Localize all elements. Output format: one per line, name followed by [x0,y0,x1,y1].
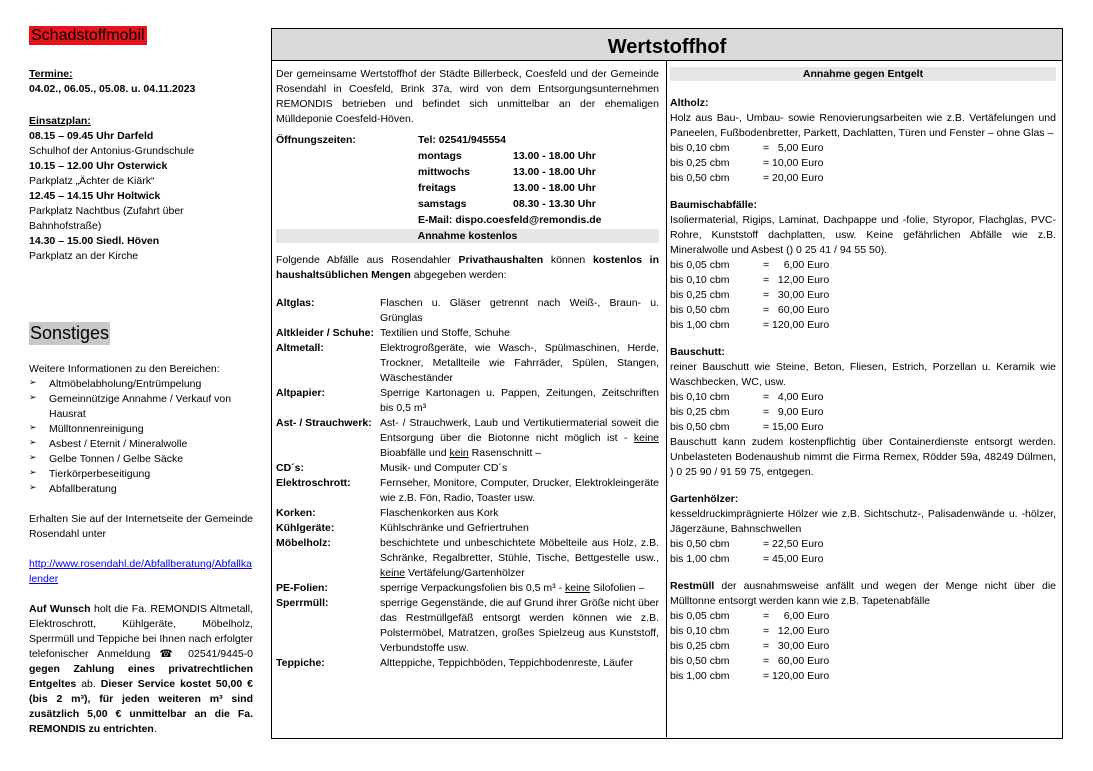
telephone-icon: ☎ [159,647,179,660]
stop-time: 10.15 – 12.00 Uhr Osterwick [29,160,168,173]
schadstoffmobil-title: Schadstoffmobil [31,27,145,44]
table-row: Korken: Flaschenkorken aus Kork [276,507,499,519]
opening-hours [276,132,602,228]
hours-time: 13.00 - 18.00 Uhr [513,166,596,178]
table-row: Möbelholz: beschichtete und unbeschichtete Möbelteile aus Holz, z.B. Schränke, Regalbretter, Stühle, Tische, Bettgestelle usw., keine Vertäfelung/Gartenhölzer [276,537,659,579]
stop-time: 12.45 – 14.15 Uhr Holtwick [29,190,161,203]
price-table: bis 0,50 cbm = 22,50 Euro bis 1,00 cbm = 45,00 Euro [670,538,824,565]
hours-time: 08.30 - 13.30 Uhr [513,198,596,210]
price-table: bis 0,05 cbm = 6,00 Euro bis 0,10 cbm = 12,00 Euro bis 0,25 cbm = 30,00 Euro bis 0,50 cbm = 60,00 Euro bis 1,00 cbm = 120,00 Euro [670,259,830,331]
info-intro: Weitere Informationen zu den Bereichen: [29,362,220,375]
stop-place: Parkplatz „Ächter de Kiärk“ [29,175,155,188]
price-table: bis 0,05 cbm = 6,00 Euro bis 0,10 cbm = 12,00 Euro bis 0,25 cbm = 30,00 Euro bis 0,50 cbm = 60,00 Euro bis 1,00 cbm = 120,00 Euro [670,610,830,682]
list-item: ➢ Abfallberatung [29,482,253,497]
abfallkalender-link[interactable]: http://www.rosendahl.de/Abfallberatung/Abfallkalender [29,557,252,585]
price-table: bis 0,10 cbm = 4,00 Euro bis 0,25 cbm = 9,00 Euro bis 0,50 cbm = 15,00 Euro [670,391,824,433]
hours-day: samstags [418,198,467,210]
paid-header: Annahme gegen Entgelt [670,67,1056,81]
paid-section-bauschutt: Bauschutt: reiner Bauschutt wie Steine, Beton, Fliesen, Estrich, Porzellan u. Keramik wie Waschbecken, WC, usw. bis 0,10 cbm = 4,00 Euro bis 0,25 cbm = 9,00 Euro bis 0,50 cbm = 15,00 Euro Bauschutt kann zudem kostenpflichtig über Containerdienste entsorgt werden. Unbelasteten Bodenaushub nimmt die Firma Remex, Rödder 59a, 48249 Dülmen, ) 0 25 90 / 91 59 75, entgegen. [670,346,1056,478]
stop-place: Schulhof der Antonius-Grundschule [29,145,195,158]
info-list [29,377,253,497]
hours-day: freitags [418,182,456,194]
intro-text: Der gemeinsame Wertstoffhof der Städte Billerbeck, Coesfeld und der Gemeinde Rosendahl in Coesfeld, Brink 37a, wird von dem Entsorgungsunternehmen REMONDIS betrieben und befindet sich unmittelbar an der ehemaligen Mülldeponie Coesfeld-Höven. [276,68,659,125]
table-row: Sperrmüll: sperrige Gegenstände, die auf Grund ihrer Größe nicht über das Restmüllgefäß entsorgt werden können wie z.B. Polstermöbel, Matratzen, großes Spielzeug aus Kunststoff, Verbundstoffe usw. [276,597,659,654]
stop-time: 14.30 – 15.00 Siedl. Höven [29,235,160,248]
paid-column [670,67,1056,684]
table-row: Teppiche: Altteppiche, Teppichböden, Teppichbodenreste, Läufer [276,657,633,669]
table-row: PE-Folien: sperrige Verpackungsfolien bis 0,5 m³ - keine Silofolien – [276,582,645,594]
table-row: Kühlgeräte: Kühlschränke und Gefriertruhen [276,522,529,534]
table-row: Altglas: Flaschen u. Gläser getrennt nach Weiß-, Braun- u. Grünglas [276,297,659,324]
table-row: Altkleider / Schuhe: Textilien und Stoffe, Schuhe [276,327,510,339]
free-header: Annahme kostenlos [276,229,659,243]
stop-place: Parkplatz Nachtbus (Zufahrt über Bahnhofstraße) [29,205,184,233]
wunsch-paragraph: Auf Wunsch holt die Fa. REMONDIS Altmetall, Elektroschrott, Kühlgeräte, Möbelholz, Sperrmüll und Teppiche bei Ihnen nach erfolgter telefonischer Anmeldung ☎ 02541/9445-0 gegen Zahlung eines privatrechtlichen Entgeltes ab. Dieser Service kostet 50,00 € (bis 2 m³), für jeden weiteren m³ sind zusätzlich 5,00 € unmittelbar an die Fa. REMONDIS zu entrichten. [29,602,253,735]
termine-dates: 04.02., 06.05., 05.08. u. 04.11.2023 [29,83,196,96]
phone-number: Tel: 02541/945554 [418,134,506,146]
hours-day: mittwochs [418,166,470,178]
hours-time: 13.00 - 18.00 Uhr [513,150,596,162]
wertstoffhof-title: Wertstoffhof [272,29,1062,61]
list-item: ➢ Asbest / Eternit / Mineralwolle [29,437,253,452]
table-row: Elektroschrott: Fernseher, Monitore, Computer, Drucker, Elektrokleingeräte wie z.B. Fön, Radio, Toaster usw. [276,477,659,504]
free-intro: Folgende Abfälle aus Rosendahler Privathaushalten können kostenlos in haushaltsüblichen Mengen abgegeben werden: [276,254,659,281]
list-item: ➢ Tierkörperbeseitigung [29,467,253,482]
schadstoffmobil-column [29,26,253,737]
free-items-table [276,296,659,671]
website-text: Erhalten Sie auf der Internetseite der Gemeinde Rosendahl unter [29,512,253,540]
table-row: Ast- / Strauchwerk: Ast- / Strauchwerk, Laub und Vertikutiermaterial soweit die Entsorgung über die Biotonne nicht möglich ist - keine Bioabfälle und kein Rasenschnitt – [276,417,659,459]
einsatzplan-label: Einsatzplan: [29,115,91,128]
email-address: E-Mail: dispo.coesfeld@remondis.de [418,214,602,226]
list-item: ➢ Gemeinnützige Annahme / Verkauf von Hausrat [29,392,253,422]
sonstiges-title: Sonstiges [30,323,110,344]
table-row: Altmetall: Elektrogroßgeräte, wie Wasch-, Spülmaschinen, Herde, Trockner, Metallteile wie Fahrräder, Spülen, Stangen, Wäscheständer [276,342,659,384]
hours-label: Öffnungszeiten: [276,134,356,146]
wertstoffhof-box [271,28,1063,739]
hours-day: montags [418,150,462,162]
paid-section-restmuell: Restmüll der ausnahmsweise anfällt und wegen der Menge nicht über die Mülltonne entsorgt werden kann wie z.B. Tapetenabfälle bis 0,05 cbm = 6,00 Euro bis 0,10 cbm = 12,00 Euro bis 0,25 cbm = 30,00 Euro bis 0,50 cbm = 60,00 Euro bis 1,00 cbm = 120,00 Euro [670,580,1056,682]
stop-time: 08.15 – 09.45 Uhr Darfeld [29,130,154,143]
paid-section-altholz: Altholz: Holz aus Bau-, Umbau- sowie Renovierungsarbeiten wie z.B. Vertäfelungen und Paneelen, Fußbodenbretter, Parkett, Dachlatten, Türen und Fenster – ohne Glas – bis 0,10 cbm = 5,00 Euro bis 0,25 cbm = 10,00 Euro bis 0,50 cbm = 20,00 Euro [670,97,1056,184]
list-item: ➢ Gelbe Tonnen / Gelbe Säcke [29,452,253,467]
stop-place: Parkplatz an der Kirche [29,250,139,263]
termine-label: Termine: [29,68,73,81]
column-divider [666,61,667,737]
paid-section-gartenhoelzer: Gartenhölzer: kesseldruckimprägnierte Hölzer wie z.B. Sichtschutz-, Palisadenwände u. -hölzer, Jägerzäune, Bahnschwellen bis 0,50 cbm = 22,50 Euro bis 1,00 cbm = 45,00 Euro [670,493,1056,565]
price-table: bis 0,10 cbm = 5,00 Euro bis 0,25 cbm = 10,00 Euro bis 0,50 cbm = 20,00 Euro [670,142,824,184]
list-item: ➢ Altmöbelabholung/Entrümpelung [29,377,253,392]
paid-section-baumischabfaelle: Baumischabfälle: Isoliermaterial, Rigips, Laminat, Dachpappe und -folie, Styropor, Flachglas, PVC-Rohre, Kunststoff dachplatten, usw. Keine gefährlichen Abfälle wie z.B. Mineralwolle und Asbest () 0 25 41 / 94 55 50). bis 0,05 cbm = 6,00 Euro bis 0,10 cbm = 12,00 Euro bis 0,25 cbm = 30,00 Euro bis 0,50 cbm = 60,00 Euro bis 1,00 cbm = 120,00 Euro [670,199,1056,331]
table-row: CD´s: Musik- und Computer CD´s [276,462,508,474]
info-column [276,67,659,671]
table-row: Altpapier: Sperrige Kartonagen u. Pappen, Zeitungen, Zeitschriften bis 0,5 m³ [276,387,659,414]
hours-time: 13.00 - 18.00 Uhr [513,182,596,194]
list-item: ➢ Mülltonnenreinigung [29,422,253,437]
